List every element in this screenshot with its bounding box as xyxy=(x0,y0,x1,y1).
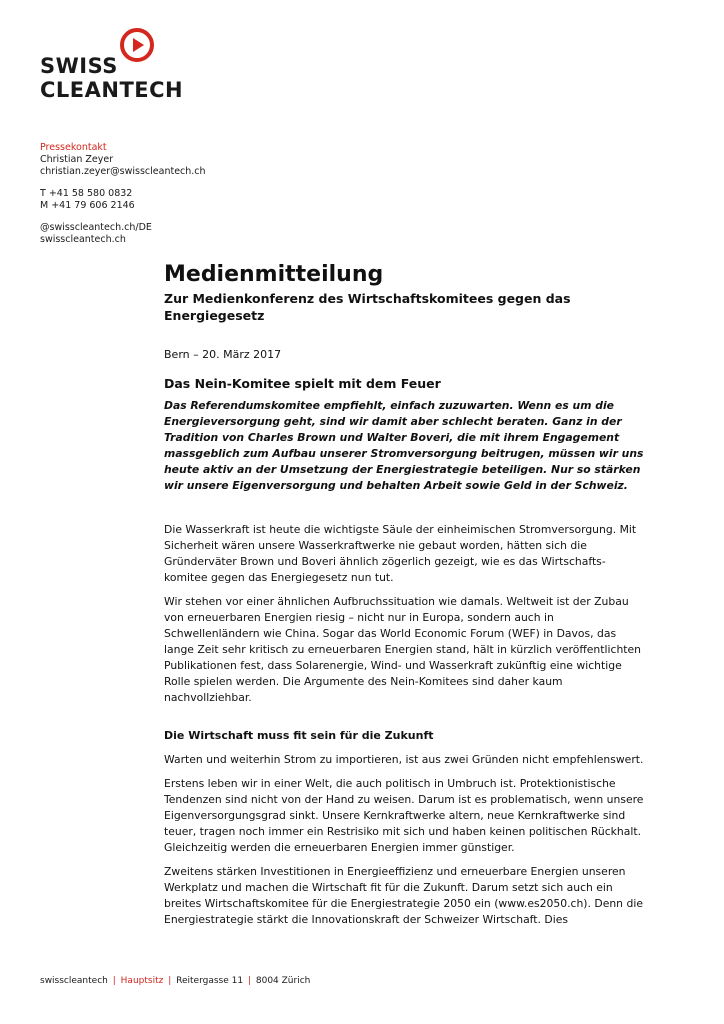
paragraph-3: Warten und weiterhin Strom zu importieren, ist aus zwei Gründen nicht empfehlenswert. xyxy=(164,753,644,766)
contact-phone-t: T +41 58 580 0832 xyxy=(40,188,133,199)
paragraph-5: Zweitens stärken Investitionen in Energieeffizienz und erneuerbare Energien unseren Werkplatz und machen die Wirtschaft fit für die Zukunft. Darum setzt sich auch ein breites Wirtschaftskomitee für die Energiestrategie 2050 ein (www.es2050.ch). Denn die Energiestrategie stärkt die Innovationskraft der Schweizer Wirtschaft. Dies xyxy=(164,865,643,926)
contact-name: Christian Zeyer xyxy=(40,154,114,165)
logo-line-1: SWISS xyxy=(40,54,118,78)
contact-phone-m: M +41 79 606 2146 xyxy=(40,200,135,211)
contact-email[interactable]: christian.zeyer@swisscleantech.ch xyxy=(40,166,206,177)
footer-org: swisscleantech xyxy=(40,976,108,986)
contact-social[interactable]: @swisscleantech.ch/DE xyxy=(40,222,152,233)
page-subtitle: Zur Medienkonferenz des Wirtschaftskomitees gegen das Energiegesetz xyxy=(164,291,571,323)
paragraph-1: Die Wasserkraft ist heute die wichtigste Säule der einheimischen Stromversorgung. Mit Sicherheit wären unsere Wasserkraftwerke nie gebaut worden, hätten sich die Gründerväter Brown und Boveri ähnlich zögerlich gezeigt, wie es das Wirtschaftskomitee gegen das Energiegesetz nun tut. xyxy=(164,523,637,584)
paragraph-2: Wir stehen vor einer ähnlichen Aufbruchssituation wie damals. Weltweit ist der Zubau von erneuerbaren Energien riesig – nicht nur in Europa, sondern auch in Schwellenländern wie China. Sogar das World Economic Forum (WEF) in Davos, das lange Zeit sehr kritisch zu erneuerbaren Energien stand, hält in kürzlich veröffentlichten Publikationen fest, dass Solarenergie, Wind- und Wasserkraft zukünftig eine wichtige Rolle spielen werden. Die Argumente des Nein-Komitees sind daher kaum nachvollziehbar. xyxy=(164,595,642,704)
paragraph-4: Erstens leben wir in einer Welt, die auch politisch in Umbruch ist. Protektionistische Tendenzen sind nicht von der Hand zu weisen. Darum ist es problematisch, wenn unsere Eigenversorgungsgrad sinkt. Unsere Kernkraftwerke altern, neue Kernkraftwerke sind teuer, tragen noch immer ein Restrisiko mit sich und haben keinen politischen Rückhalt. Gleichzeitig werden die erneuerbaren Energien immer günstiger. xyxy=(164,777,644,854)
press-contact xyxy=(40,142,206,246)
press-release-body xyxy=(164,262,644,936)
logo-wordmark xyxy=(40,54,183,102)
footer-hq: Hauptsitz xyxy=(120,976,164,986)
footer-street: Reitergasse 11 xyxy=(176,976,244,986)
section-heading: Die Wirtschaft muss fit sein für die Zukunft xyxy=(164,729,434,742)
dateline: Bern – 20. März 2017 xyxy=(164,348,282,361)
play-circle-icon xyxy=(120,28,154,62)
footer-city: 8004 Zürich xyxy=(255,976,311,986)
contact-label: Pressekontakt xyxy=(40,142,107,153)
logo-line-2: CLEANTECH xyxy=(40,78,184,102)
page-footer: swisscleantech | Hauptsitz | Reitergasse 11 | 8004 Zürich xyxy=(40,976,311,986)
page-title: Medienmitteilung xyxy=(164,262,384,287)
lead-paragraph: Das Referendumskomitee empfiehlt, einfach zuzuwarten. Wenn es um die Energieversorgung geht, sind wir damit aber schlecht beraten. Ganz in der Tradition von Charles Brown und Walter Boveri, die mit ihrem Engagement massgeblich zum Aufbau unserer Stromversorgung beitrugen, müssen wir uns heute aktiv an der Umsetzung der Energiestrategie beteiligen. Nur so stärken wir unsere Eigenversorgung und behalten Arbeit sowie Geld in der Schweiz. xyxy=(164,399,644,492)
contact-web[interactable]: swisscleantech.ch xyxy=(40,234,126,245)
lead-heading: Das Nein-Komitee spielt mit dem Feuer xyxy=(164,376,441,391)
